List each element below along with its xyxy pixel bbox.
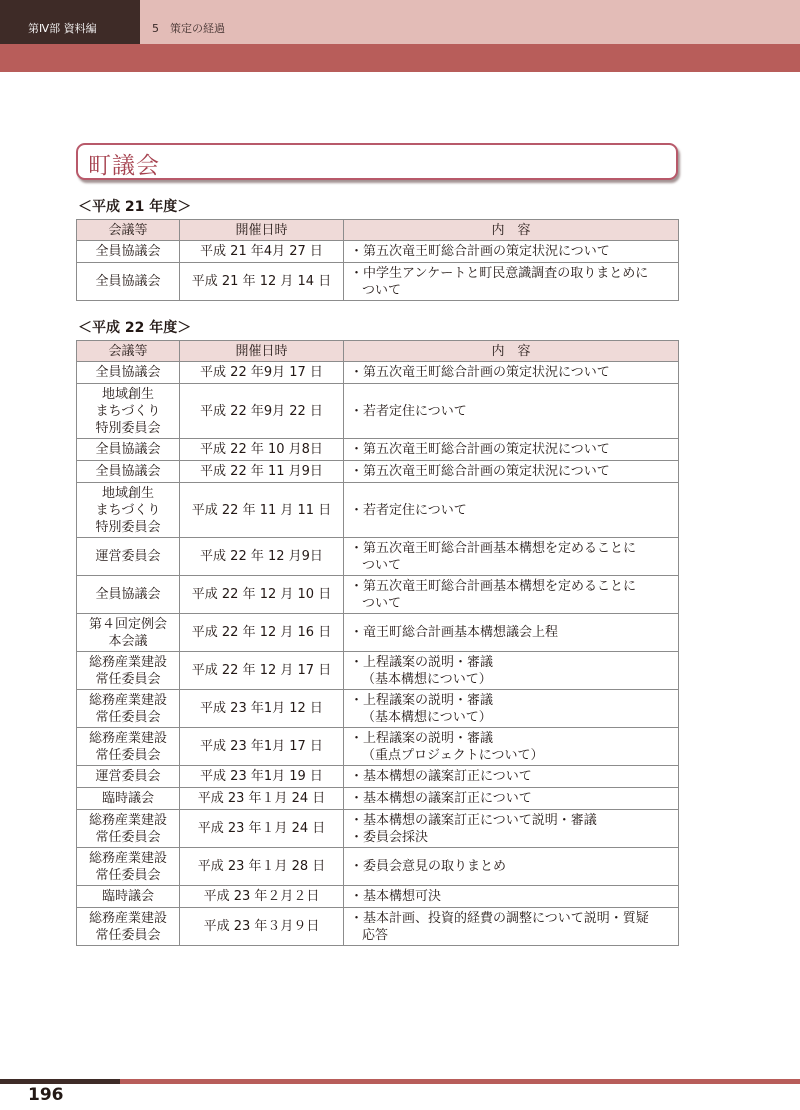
meeting-cell (77, 362, 180, 384)
meeting-name-line: 地域創生 (101, 485, 154, 501)
content-cell (344, 538, 679, 576)
content-line: ついて (362, 557, 402, 573)
meeting-name-line: 総務産業建設 (88, 692, 167, 708)
content-line: ・竜王町総合計画基本構想議会上程 (350, 625, 559, 640)
table-row (77, 766, 679, 788)
content-line: ・上程議案の説明・審議 (350, 654, 494, 670)
table-row (77, 652, 679, 690)
content-cell (344, 384, 679, 439)
top-header-bar (0, 0, 800, 44)
date-cell: 平成 22 年9月 17 日 (180, 362, 344, 384)
meeting-name-line: 全員協議会 (95, 365, 161, 380)
content-line: ・基本構想の議案訂正について (350, 769, 532, 784)
content-line: （重点プロジェクトについて） (362, 747, 544, 763)
content-cell (344, 439, 679, 461)
content-line: ・上程議案の説明・審議 (350, 730, 494, 746)
meeting-cell (77, 690, 180, 728)
meeting-cell (77, 614, 180, 652)
date-cell: 平成 22 年 11 月 11 日 (180, 483, 344, 538)
date-cell: 平成 22 年 12 月9日 (180, 538, 344, 576)
table-row (77, 576, 679, 614)
column-header-2: 開催日時 (180, 220, 344, 241)
meeting-name-line: 第４回定例会 (88, 616, 167, 632)
column-header-3: 内 容 (344, 220, 679, 241)
table-row (77, 848, 679, 886)
chapter-label: 5 策定の経過 (140, 0, 800, 44)
meeting-name-line: 臨時議会 (101, 889, 154, 904)
section-heading-box (76, 143, 678, 180)
table-header-row (77, 341, 679, 362)
table-row (77, 728, 679, 766)
fiscal-year-21-table (76, 219, 679, 301)
table-header-row (77, 220, 679, 241)
content-cell (344, 690, 679, 728)
fiscal-year-21-title: ＜平成 21 年度＞ (78, 199, 192, 215)
content-line: ・第五次竜王町総合計画基本構想を定めることに (350, 540, 637, 556)
content-line: ・第五次竜王町総合計画の策定状況について (350, 244, 610, 259)
meeting-name-line: 全員協議会 (95, 442, 161, 457)
content-cell (344, 241, 679, 263)
content-cell (344, 576, 679, 614)
meeting-name-line: 全員協議会 (95, 274, 161, 289)
meeting-name-line: 常任委員会 (95, 671, 161, 687)
table-row (77, 483, 679, 538)
table-row (77, 810, 679, 848)
table-row (77, 439, 679, 461)
table-row (77, 908, 679, 946)
date-cell: 平成 22 年 11 月9日 (180, 461, 344, 483)
date-cell: 平成 22 年 12 月 16 日 (180, 614, 344, 652)
date-cell: 平成 23 年２月２日 (180, 886, 344, 908)
fiscal-year-22-table (76, 340, 679, 946)
meeting-cell (77, 483, 180, 538)
table-row (77, 886, 679, 908)
date-cell: 平成 23 年１月 24 日 (180, 788, 344, 810)
content-cell (344, 483, 679, 538)
footer-rule-dark (0, 1079, 120, 1084)
content-line: ・中学生アンケートと町民意識調査の取りまとめに (350, 265, 649, 281)
table-row (77, 690, 679, 728)
meeting-name-line: 総務産業建設 (88, 812, 167, 828)
table-row (77, 614, 679, 652)
content-line: ・委員会意見の取りまとめ (350, 859, 507, 874)
meeting-cell (77, 576, 180, 614)
footer-rule (0, 1079, 800, 1084)
content-cell (344, 362, 679, 384)
meeting-cell (77, 384, 180, 439)
meeting-name-line: 臨時議会 (101, 791, 154, 806)
date-cell: 平成 23 年1月 19 日 (180, 766, 344, 788)
meeting-name-line: 総務産業建設 (88, 910, 167, 926)
meeting-name-line: 総務産業建設 (88, 850, 167, 866)
part-label: 第Ⅳ部 資料編 (0, 0, 140, 44)
content-cell (344, 766, 679, 788)
meeting-name-line: 全員協議会 (95, 464, 161, 479)
content-cell (344, 908, 679, 946)
content-line: （基本構想について） (362, 709, 492, 725)
page-number: 196 (28, 1085, 64, 1105)
content-line: ついて (362, 595, 402, 611)
meeting-cell (77, 886, 180, 908)
meeting-name-line: まちづくり (95, 502, 161, 518)
meeting-cell (77, 241, 180, 263)
date-cell: 平成 22 年 12 月 10 日 (180, 576, 344, 614)
meeting-cell (77, 810, 180, 848)
content-line: ・第五次竜王町総合計画の策定状況について (350, 365, 610, 380)
table-row (77, 461, 679, 483)
content-line: ・若者定住について (350, 403, 467, 419)
meeting-cell (77, 848, 180, 886)
meeting-cell (77, 788, 180, 810)
content-cell (344, 810, 679, 848)
date-cell: 平成 23 年1月 17 日 (180, 728, 344, 766)
meeting-name-line: 地域創生 (101, 386, 154, 402)
content-cell (344, 788, 679, 810)
meeting-name-line: 運営委員会 (95, 549, 161, 564)
meeting-name-line: 特別委員会 (95, 519, 161, 535)
date-cell: 平成 23 年１月 28 日 (180, 848, 344, 886)
meeting-cell (77, 263, 180, 301)
content-line: ・第五次竜王町総合計画の策定状況について (350, 442, 610, 457)
table-row (77, 362, 679, 384)
column-header-3: 内 容 (344, 341, 679, 362)
content-line: ・上程議案の説明・審議 (350, 692, 494, 708)
column-header-2: 開催日時 (180, 341, 344, 362)
date-cell: 平成 21 年4月 27 日 (180, 241, 344, 263)
meeting-cell (77, 728, 180, 766)
content-line: （基本構想について） (362, 671, 492, 687)
meeting-name-line: 特別委員会 (95, 420, 161, 436)
content-line: 応答 (362, 927, 389, 943)
column-header-1: 会議等 (77, 341, 180, 362)
content-cell (344, 614, 679, 652)
column-header-1: 会議等 (77, 220, 180, 241)
content-line: ・若者定住について (350, 502, 467, 518)
fiscal-year-22-title: ＜平成 22 年度＞ (78, 320, 192, 336)
content-line: ・基本構想の議案訂正について (350, 791, 532, 806)
meeting-name-line: 総務産業建設 (88, 654, 167, 670)
content-cell (344, 728, 679, 766)
content-line: ・基本計画、投資的経費の調整について説明・質疑 (350, 910, 649, 926)
header-band (0, 44, 800, 72)
meeting-cell (77, 439, 180, 461)
meeting-name-line: 常任委員会 (95, 927, 161, 943)
content-line: ・第五次竜王町総合計画の策定状況について (350, 464, 610, 479)
table-row (77, 788, 679, 810)
meeting-name-line: 総務産業建設 (88, 730, 167, 746)
date-cell: 平成 23 年１月 24 日 (180, 810, 344, 848)
content-cell (344, 652, 679, 690)
content-cell (344, 848, 679, 886)
meeting-name-line: 運営委員会 (95, 769, 161, 784)
meeting-name-line: 本会議 (108, 633, 148, 649)
table-row (77, 263, 679, 301)
date-cell: 平成 22 年 10 月8日 (180, 439, 344, 461)
meeting-cell (77, 652, 180, 690)
content-cell (344, 886, 679, 908)
content-cell (344, 461, 679, 483)
meeting-name-line: 常任委員会 (95, 867, 161, 883)
table-row (77, 538, 679, 576)
meeting-name-line: 常任委員会 (95, 747, 161, 763)
table-row (77, 384, 679, 439)
meeting-name-line: まちづくり (95, 403, 161, 419)
meeting-name-line: 全員協議会 (95, 244, 161, 259)
section-heading: 町議会 (88, 153, 160, 179)
table-row (77, 241, 679, 263)
date-cell: 平成 23 年３月９日 (180, 908, 344, 946)
content-line: ・基本構想の議案訂正について説明・審議 (350, 812, 597, 828)
meeting-cell (77, 538, 180, 576)
meeting-name-line: 全員協議会 (95, 587, 161, 602)
date-cell: 平成 22 年9月 22 日 (180, 384, 344, 439)
date-cell: 平成 23 年1月 12 日 (180, 690, 344, 728)
date-cell: 平成 22 年 12 月 17 日 (180, 652, 344, 690)
date-cell: 平成 21 年 12 月 14 日 (180, 263, 344, 301)
meeting-cell (77, 766, 180, 788)
meeting-cell (77, 461, 180, 483)
content-line: ・第五次竜王町総合計画基本構想を定めることに (350, 578, 637, 594)
content-line: ・基本構想可決 (350, 889, 442, 904)
content-line: ついて (362, 282, 402, 298)
meeting-name-line: 常任委員会 (95, 829, 161, 845)
content-line: ・委員会採決 (350, 829, 429, 845)
meeting-cell (77, 908, 180, 946)
meeting-name-line: 常任委員会 (95, 709, 161, 725)
content-cell (344, 263, 679, 301)
